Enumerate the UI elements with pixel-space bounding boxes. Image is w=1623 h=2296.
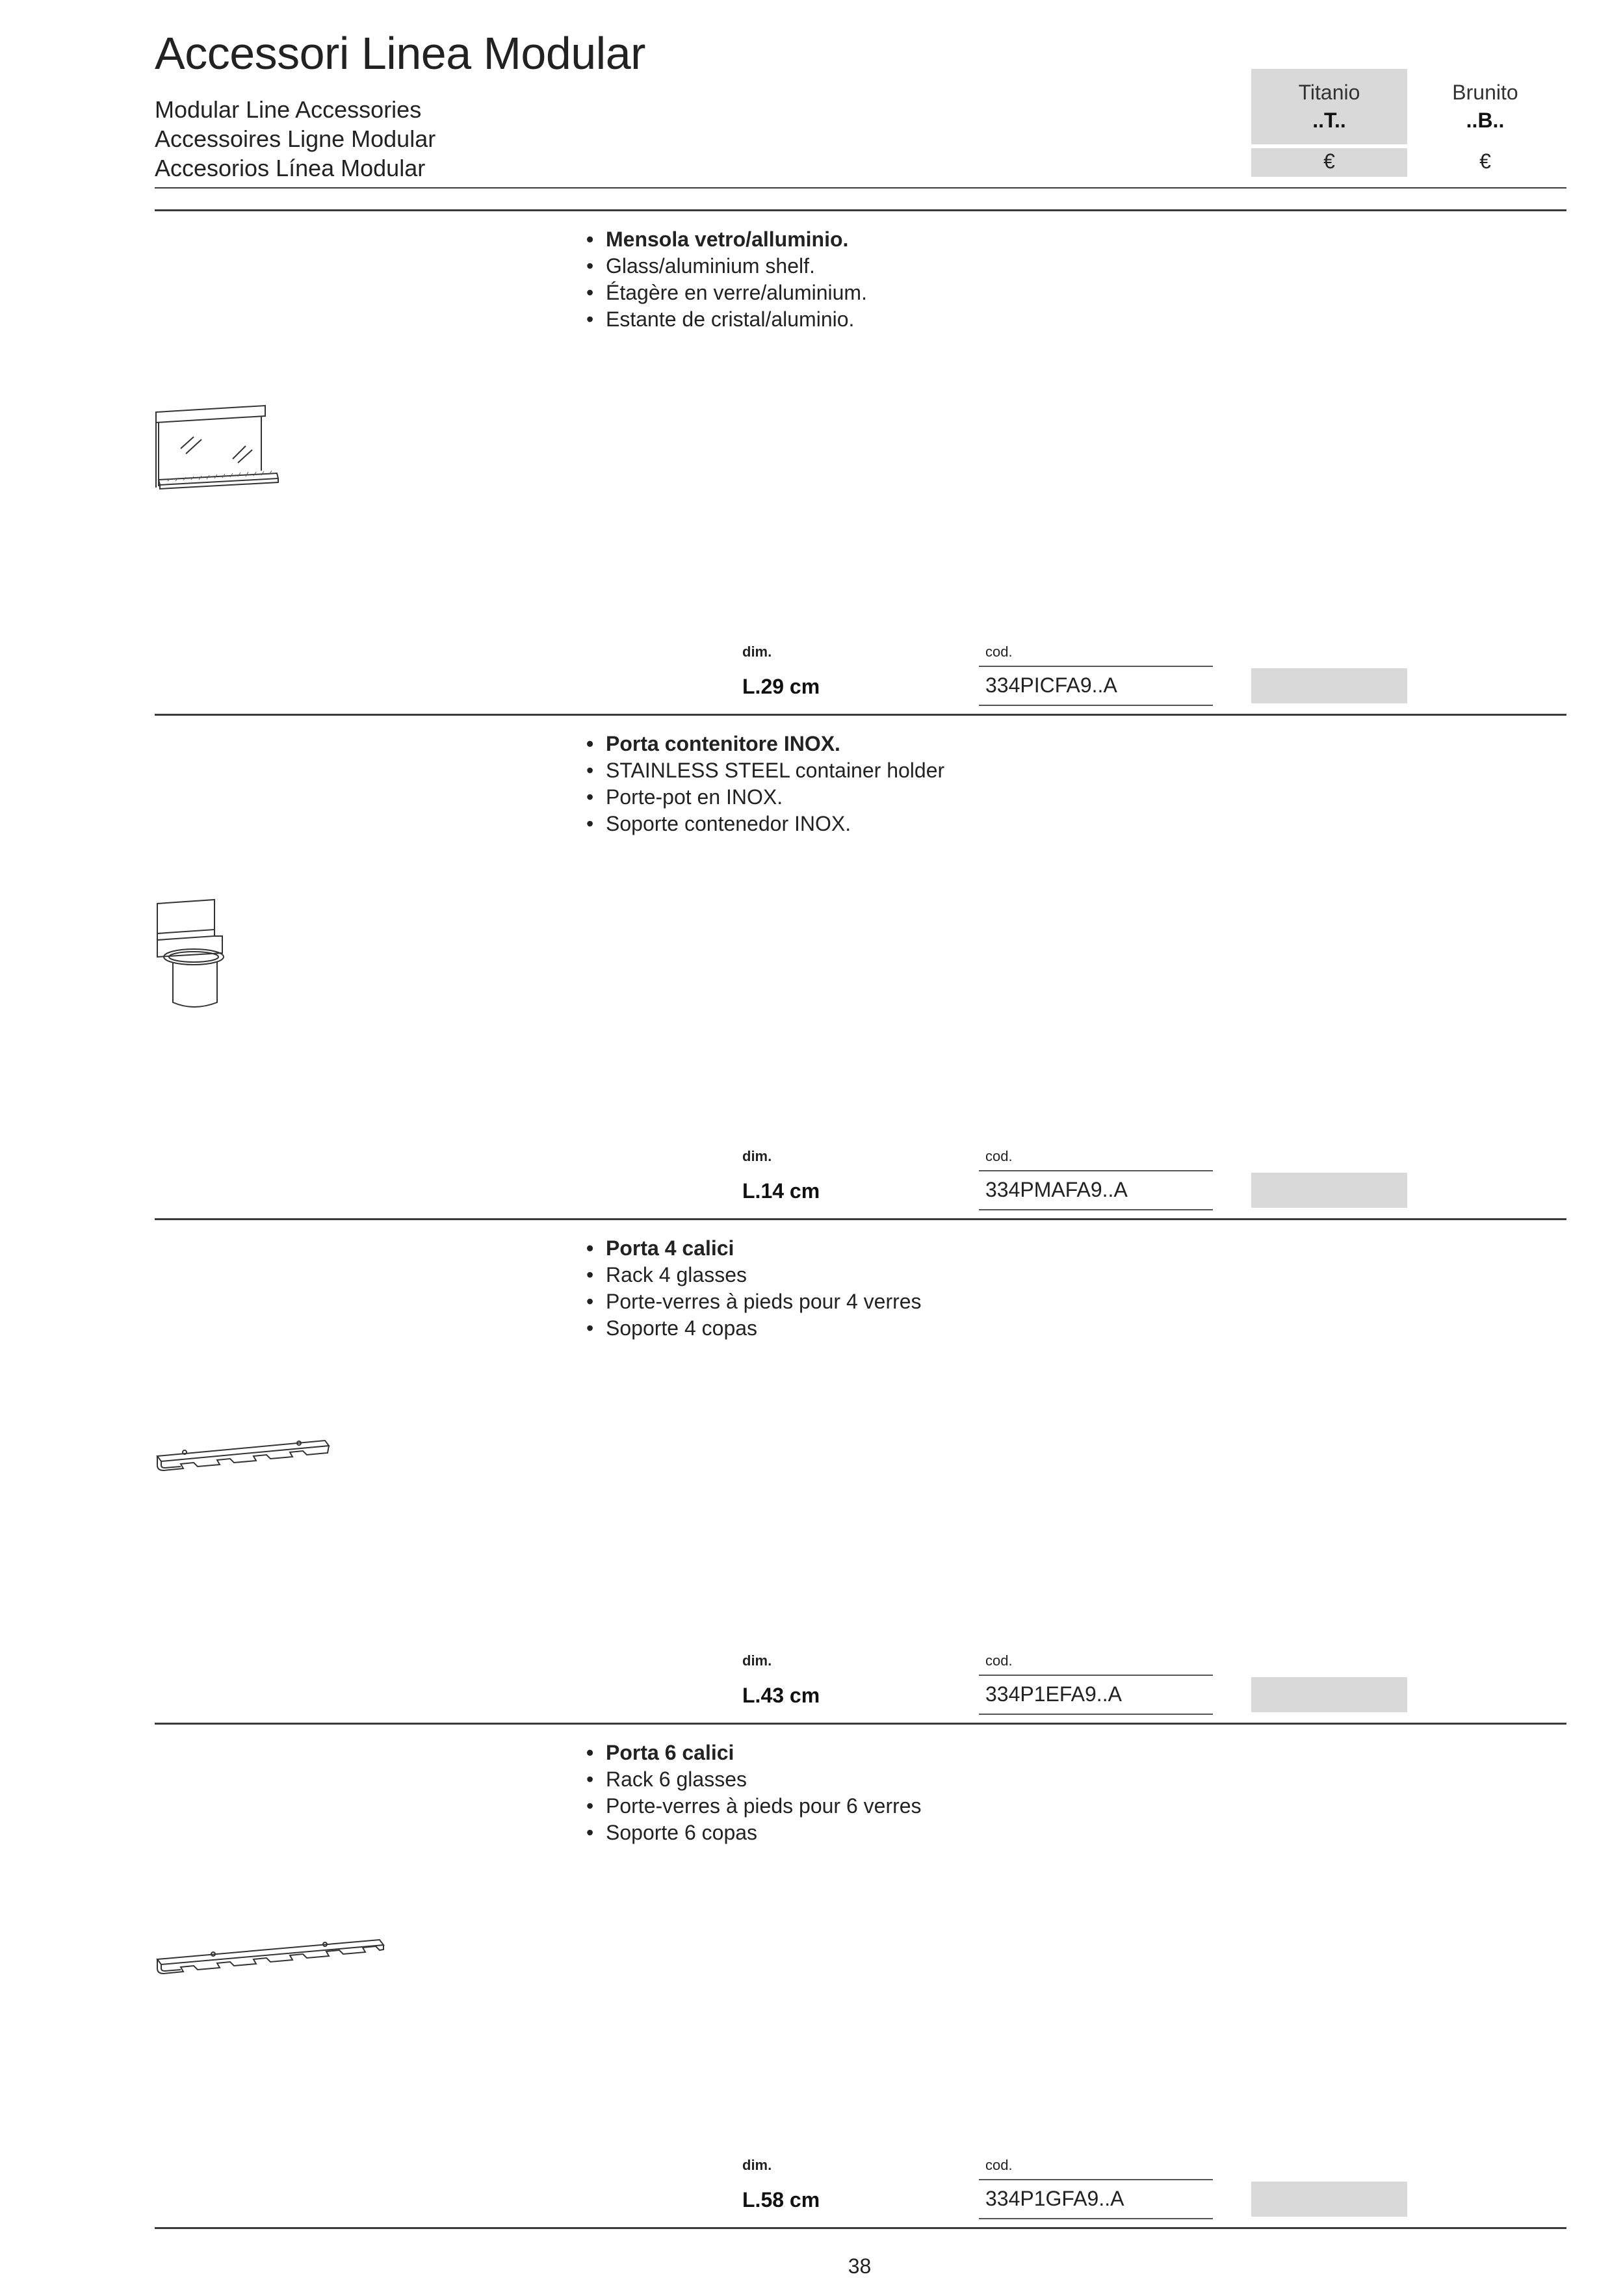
cod-label: cod. [985, 1652, 1013, 1669]
column-titanio-name: Titanio [1298, 81, 1360, 104]
cod-label: cod. [985, 2157, 1013, 2173]
header-rule [155, 187, 1566, 189]
column-brunito-name: Brunito [1452, 81, 1518, 104]
product-name-en: • STAINLESS STEEL container holder [585, 757, 944, 784]
price-cell-titanio [1251, 1677, 1407, 1712]
page-number: 38 [848, 2254, 872, 2278]
product-code: 334PMAFA9..A [985, 1178, 1128, 1201]
cod-divider [979, 2218, 1213, 2219]
product-dimension: L.58 cm [742, 2188, 820, 2211]
product-name-en: • Rack 4 glasses [585, 1262, 922, 1288]
dim-label: dim. [742, 1652, 772, 1669]
product-name-en: • Rack 6 glasses [585, 1766, 922, 1793]
cod-divider [979, 1209, 1213, 1210]
glass-shelf-drawing-icon [155, 403, 285, 501]
product-code: 334PICFA9..A [985, 673, 1117, 697]
container-holder-drawing-icon [155, 897, 233, 1014]
product-name-es: • Soporte 4 copas [585, 1315, 922, 1342]
column-titanio-code: ..T.. [1312, 109, 1346, 132]
price-cell-titanio [1251, 668, 1407, 703]
product-name-it: • Mensola vetro/alluminio. [585, 226, 867, 253]
product-name-fr: • Porte-verres à pieds pour 4 verres [585, 1288, 922, 1315]
product-name-it: • Porta 6 calici [585, 1740, 922, 1766]
product-dimension: L.29 cm [742, 675, 820, 698]
page-title: Accessori Linea Modular [155, 28, 645, 79]
cod-divider [979, 1714, 1213, 1715]
product-name-it: • Porta contenitore INOX. [585, 731, 944, 757]
cod-divider [979, 2179, 1213, 2180]
product-name-fr: • Porte-verres à pieds pour 6 verres [585, 1793, 922, 1820]
product-name-en: • Glass/aluminium shelf. [585, 253, 867, 280]
cod-divider [979, 705, 1213, 706]
price-cell-titanio [1251, 2182, 1407, 2217]
cod-label: cod. [985, 1148, 1013, 1164]
product-code: 334P1EFA9..A [985, 1682, 1122, 1706]
cod-label: cod. [985, 644, 1013, 660]
glass-rack-4-drawing-icon [155, 1437, 337, 1482]
product-name-es: • Soporte 6 copas [585, 1820, 922, 1846]
cod-divider [979, 666, 1213, 667]
subtitle-es: Accesorios Línea Modular [155, 155, 426, 181]
product-description [585, 1740, 922, 1846]
product-description [585, 226, 867, 333]
cod-divider [979, 1675, 1213, 1676]
section-rule [155, 209, 1566, 211]
subtitle-fr: Accessoires Ligne Modular [155, 125, 436, 152]
column-titanio-currency: € [1323, 150, 1335, 173]
product-description [585, 1235, 922, 1342]
product-code: 334P1GFA9..A [985, 2187, 1124, 2210]
product-name-fr: • Étagère en verre/aluminium. [585, 280, 867, 306]
product-name-es: • Soporte contenedor INOX. [585, 811, 944, 837]
product-name-it: • Porta 4 calici [585, 1235, 922, 1262]
section-rule [155, 1218, 1566, 1220]
dim-label: dim. [742, 2157, 772, 2173]
glass-rack-6-drawing-icon [155, 1937, 389, 1989]
column-brunito-code: ..B.. [1466, 109, 1505, 132]
cod-divider [979, 1170, 1213, 1171]
product-description [585, 731, 944, 837]
column-brunito-header [1407, 81, 1563, 133]
dim-label: dim. [742, 1148, 772, 1164]
column-titanio-header [1251, 81, 1407, 133]
product-name-es: • Estante de cristal/aluminio. [585, 306, 867, 333]
column-brunito-currency: € [1479, 150, 1491, 173]
price-cell-titanio [1251, 1173, 1407, 1208]
product-dimension: L.43 cm [742, 1684, 820, 1707]
subtitle-en: Modular Line Accessories [155, 96, 422, 123]
product-name-fr: • Porte-pot en INOX. [585, 784, 944, 811]
product-dimension: L.14 cm [742, 1179, 820, 1203]
section-rule [155, 714, 1566, 716]
section-rule [155, 1723, 1566, 1725]
dim-label: dim. [742, 644, 772, 660]
section-rule [155, 2227, 1566, 2229]
